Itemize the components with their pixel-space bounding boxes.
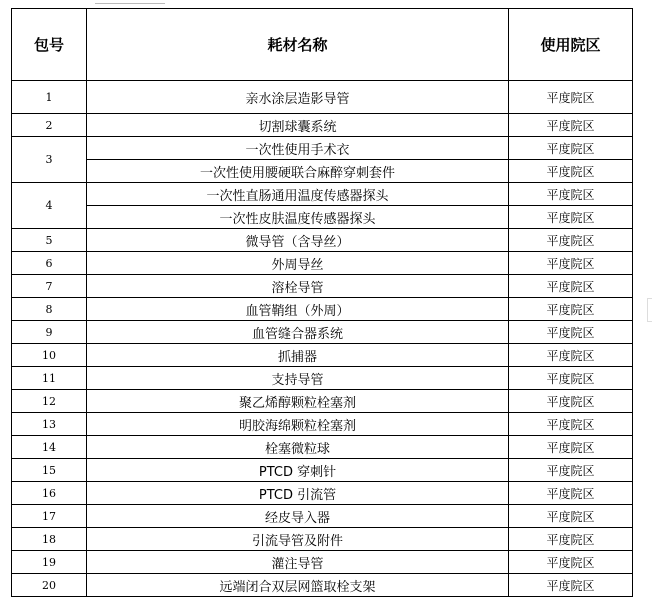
package-number-cell: 15 — [12, 459, 87, 482]
table-row — [12, 344, 633, 367]
table-row — [12, 505, 633, 528]
table-row — [12, 367, 633, 390]
consumable-name-cell: 抓捕器 — [87, 344, 509, 367]
package-number-cell: 19 — [12, 551, 87, 574]
usage-area-cell: 平度院区 — [509, 482, 633, 505]
usage-area-cell: 平度院区 — [509, 413, 633, 436]
package-number-cell: 3 — [12, 137, 87, 183]
table-row — [12, 252, 633, 275]
table-row — [12, 551, 633, 574]
usage-area-cell: 平度院区 — [509, 574, 633, 597]
consumable-name-cell: 一次性皮肤温度传感器探头 — [87, 206, 509, 229]
usage-area-cell: 平度院区 — [509, 298, 633, 321]
table-row — [12, 459, 633, 482]
package-number-cell: 18 — [12, 528, 87, 551]
consumable-name-cell: 经皮导入器 — [87, 505, 509, 528]
package-number-cell: 5 — [12, 229, 87, 252]
table-row — [12, 528, 633, 551]
consumables-table — [11, 8, 633, 597]
consumable-name-cell: 灌注导管 — [87, 551, 509, 574]
consumable-name-cell: 栓塞微粒球 — [87, 436, 509, 459]
package-number-cell: 11 — [12, 367, 87, 390]
table-row — [12, 137, 633, 160]
table-row — [12, 229, 633, 252]
table-row — [12, 114, 633, 137]
usage-area-cell: 平度院区 — [509, 229, 633, 252]
consumable-name-cell: 微导管（含导丝） — [87, 229, 509, 252]
header-package-number: 包号 — [12, 9, 87, 81]
table-row — [12, 206, 633, 229]
package-number-cell: 8 — [12, 298, 87, 321]
consumable-name-cell: 切割球囊系统 — [87, 114, 509, 137]
usage-area-cell: 平度院区 — [509, 275, 633, 298]
usage-area-cell: 平度院区 — [509, 390, 633, 413]
page-edge-marker — [647, 298, 652, 322]
usage-area-cell: 平度院区 — [509, 252, 633, 275]
consumable-name-cell: 血管鞘组（外周） — [87, 298, 509, 321]
usage-area-cell: 平度院区 — [509, 206, 633, 229]
consumable-name-cell: PTCD 引流管 — [87, 482, 509, 505]
usage-area-cell: 平度院区 — [509, 505, 633, 528]
table-row — [12, 275, 633, 298]
package-number-cell: 16 — [12, 482, 87, 505]
usage-area-cell: 平度院区 — [509, 436, 633, 459]
usage-area-cell: 平度院区 — [509, 321, 633, 344]
package-number-cell: 17 — [12, 505, 87, 528]
usage-area-cell: 平度院区 — [509, 81, 633, 114]
package-number-cell: 4 — [12, 183, 87, 229]
header-usage-area: 使用院区 — [509, 9, 633, 81]
consumable-name-cell: 一次性直肠通用温度传感器探头 — [87, 183, 509, 206]
table-row — [12, 321, 633, 344]
usage-area-cell: 平度院区 — [509, 367, 633, 390]
package-number-cell: 20 — [12, 574, 87, 597]
table-body — [12, 81, 633, 597]
consumable-name-cell: 外周导丝 — [87, 252, 509, 275]
usage-area-cell: 平度院区 — [509, 344, 633, 367]
usage-area-cell: 平度院区 — [509, 114, 633, 137]
table-row — [12, 160, 633, 183]
usage-area-cell: 平度院区 — [509, 528, 633, 551]
usage-area-cell: 平度院区 — [509, 160, 633, 183]
usage-area-cell: 平度院区 — [509, 459, 633, 482]
package-number-cell: 10 — [12, 344, 87, 367]
table-row — [12, 436, 633, 459]
consumable-name-cell: 血管缝合器系统 — [87, 321, 509, 344]
table-row — [12, 183, 633, 206]
header-consumable-name: 耗材名称 — [87, 9, 509, 81]
consumable-name-cell: 聚乙烯醇颗粒栓塞剂 — [87, 390, 509, 413]
consumable-name-cell: 远端闭合双层网篮取栓支架 — [87, 574, 509, 597]
table-row — [12, 574, 633, 597]
table-row — [12, 81, 633, 114]
package-number-cell: 13 — [12, 413, 87, 436]
table-row — [12, 413, 633, 436]
consumable-name-cell: 引流导管及附件 — [87, 528, 509, 551]
usage-area-cell: 平度院区 — [509, 137, 633, 160]
usage-area-cell: 平度院区 — [509, 183, 633, 206]
cropped-text-remnant — [95, 0, 165, 4]
table-row — [12, 298, 633, 321]
package-number-cell: 6 — [12, 252, 87, 275]
package-number-cell: 7 — [12, 275, 87, 298]
consumable-name-cell: 一次性使用腰硬联合麻醉穿刺套件 — [87, 160, 509, 183]
header-row — [12, 9, 633, 81]
consumable-name-cell: 一次性使用手术衣 — [87, 137, 509, 160]
consumable-name-cell: 支持导管 — [87, 367, 509, 390]
consumable-name-cell: PTCD 穿刺针 — [87, 459, 509, 482]
package-number-cell: 1 — [12, 81, 87, 114]
package-number-cell: 14 — [12, 436, 87, 459]
consumable-name-cell: 明胶海绵颗粒栓塞剂 — [87, 413, 509, 436]
consumable-name-cell: 亲水涂层造影导管 — [87, 81, 509, 114]
table-row — [12, 390, 633, 413]
package-number-cell: 9 — [12, 321, 87, 344]
package-number-cell: 2 — [12, 114, 87, 137]
consumable-name-cell: 溶栓导管 — [87, 275, 509, 298]
package-number-cell: 12 — [12, 390, 87, 413]
usage-area-cell: 平度院区 — [509, 551, 633, 574]
table-row — [12, 482, 633, 505]
